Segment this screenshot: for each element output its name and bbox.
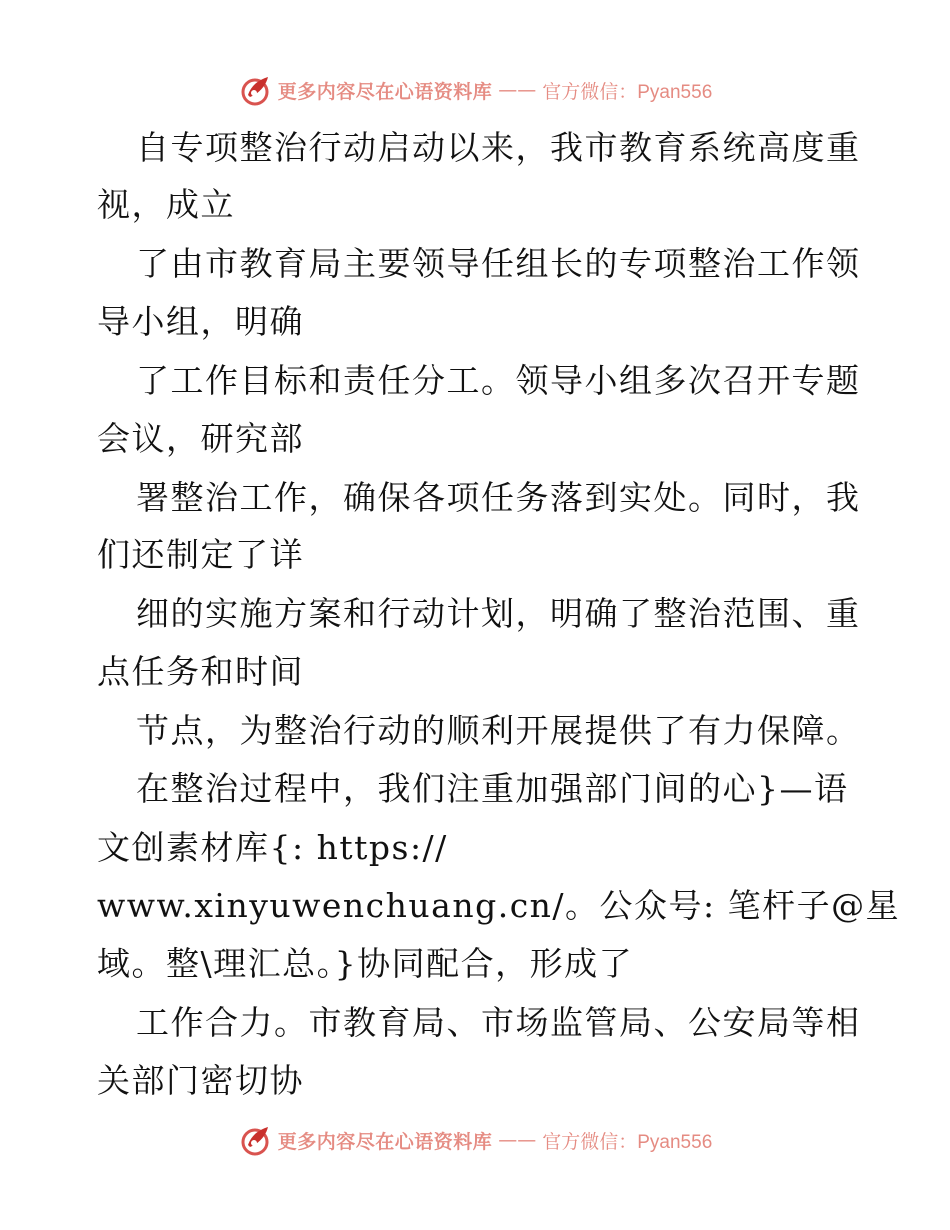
footer-dash: ——: [498, 1129, 537, 1151]
body-line: 自专项整治行动启动以来，我市教育系统高度重: [136, 128, 861, 167]
body-line: 会议，研究部: [97, 419, 304, 458]
body-line: 细的实施方案和行动计划，明确了整治范围、重: [136, 594, 861, 633]
body-line: 了由市教育局主要领导任组长的专项整治工作领: [136, 244, 861, 283]
body-line: www.xinyuwenchuang.cn/。公众号: 笔杆子@星: [97, 886, 901, 925]
footer-wechat: 官方微信：Pyan556: [542, 1131, 713, 1153]
footer-promo-text: 更多内容尽在心语资料库: [277, 1130, 493, 1153]
header-banner: [0, 70, 950, 110]
body-line: 文创素材库{: https://: [97, 828, 448, 867]
body-line: 署整治工作，确保各项任务落到实处。同时，我: [136, 478, 861, 517]
leaf-logo-icon: [238, 1123, 272, 1157]
body-line: 们还制定了详: [97, 535, 304, 574]
header-dash: ——: [498, 79, 537, 101]
body-line: 工作合力。市教育局、市场监管局、公安局等相: [136, 1003, 861, 1042]
header-wechat: 官方微信：Pyan556: [542, 81, 713, 103]
body-line: 在整治过程中，我们注重加强部门间的心}—语: [136, 769, 849, 808]
body-line: 了工作目标和责任分工。领导小组多次召开专题: [136, 361, 861, 400]
leaf-logo-icon: [238, 73, 272, 107]
footer-banner: [0, 1120, 950, 1160]
body-line: 点任务和时间: [97, 652, 304, 691]
body-line: 关部门密切协: [97, 1061, 304, 1100]
body-line: 节点，为整治行动的顺利开展提供了有力保障。: [136, 711, 861, 750]
body-line: 视，成立: [97, 185, 235, 224]
body-line: 导小组，明确: [97, 302, 304, 341]
header-promo-text: 更多内容尽在心语资料库: [277, 80, 493, 103]
body-line: 域。整\理汇总。}协同配合，形成了: [97, 944, 634, 983]
